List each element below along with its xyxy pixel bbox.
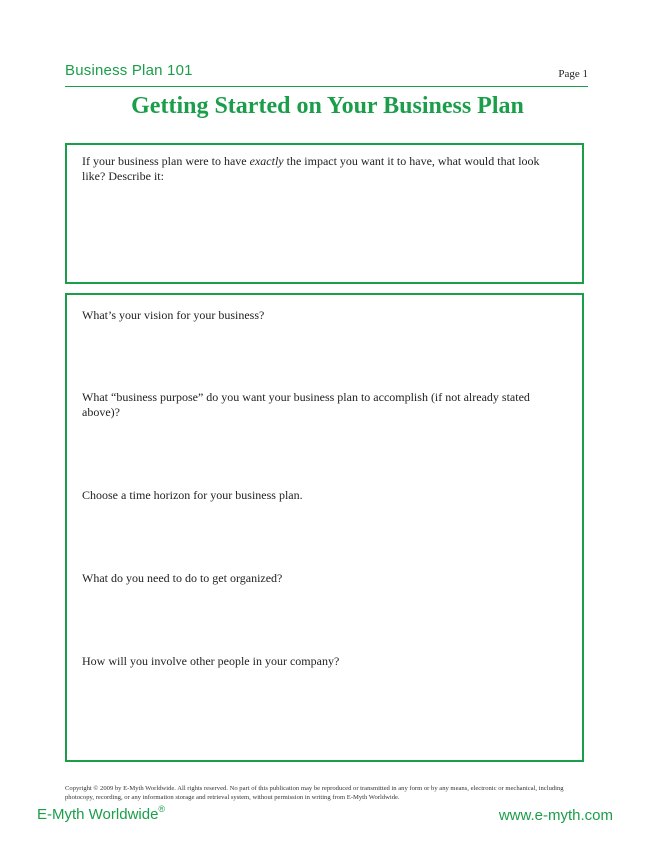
business-purpose-question: What “business purpose” do you want your business plan to accomplish (if not already stated above)? (82, 390, 530, 419)
footer-brand (37, 806, 165, 823)
time-horizon-question: Choose a time horizon for your business plan. (82, 488, 303, 502)
vision-question: What’s your vision for your business? (82, 308, 265, 322)
registered-mark: ® (158, 804, 166, 814)
page-title: Getting Started on Your Business Plan (131, 93, 524, 119)
impact-question-emphasis: exactly (249, 154, 284, 168)
get-organized-question: What do you need to do to get organized? (82, 571, 283, 585)
header-divider (65, 86, 588, 87)
impact-answer-box[interactable] (65, 143, 584, 284)
impact-question (82, 154, 564, 184)
involve-people-question: How will you involve other people in your company? (82, 654, 340, 668)
footer-url[interactable]: www.e-myth.com (498, 807, 613, 824)
impact-question-part2: the impact you want it to have, what would that look like? Describe it: (82, 154, 540, 183)
page-number: Page 1 (558, 68, 588, 80)
header-title: Business Plan 101 (65, 62, 193, 79)
copyright-notice: Copyright © 2009 by E-Myth Worldwide. All rights reserved. No part of this publication may be reproduced or transmitted in any form or by any means, electronic or mechanical, including photocopy, recording, or any information storage and retrieval system, without permission in writing from E-Myth Worldwide. (65, 785, 564, 801)
brand-name: E-Myth Worldwide (37, 806, 159, 823)
impact-question-part1: If your business plan were to have (82, 154, 250, 168)
planning-questions-box[interactable] (65, 293, 584, 762)
